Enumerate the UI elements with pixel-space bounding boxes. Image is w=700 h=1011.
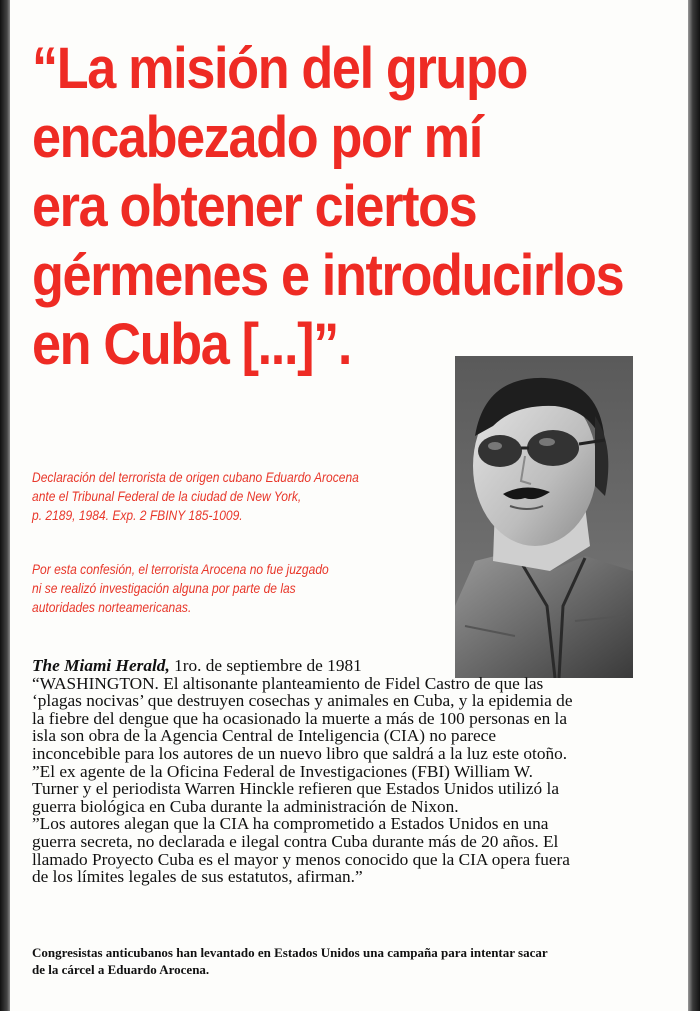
source-date: 1ro. de septiembre de 1981 bbox=[169, 656, 362, 675]
article-line: isla son obra de la Agencia Central de Inteligencia (CIA) no parece bbox=[32, 726, 497, 746]
headline-line: encabezado por mí bbox=[32, 105, 482, 170]
article-line: guerra secreta, no declarada e ilegal contra Cuba durante más de 20 años. El bbox=[32, 831, 559, 851]
caption-line: ante el Tribunal Federal de la ciudad de New York, bbox=[32, 488, 302, 504]
article-line: de los límites legales de sus estatutos, afirman.” bbox=[32, 867, 363, 887]
article-line: la fiebre del dengue que ha ocasionado la muerte a más de 100 personas en la bbox=[32, 708, 568, 728]
source-name: The Miami Herald, bbox=[32, 656, 170, 675]
declaration-caption bbox=[32, 468, 393, 525]
caption-line: Declaración del terrorista de origen cubano Eduardo Arocena bbox=[32, 469, 359, 485]
headline-line: “La misión del grupo bbox=[32, 36, 528, 101]
page-edge-left bbox=[0, 0, 10, 1011]
portrait-image bbox=[455, 356, 633, 678]
document-page bbox=[10, 0, 688, 1011]
headline-quote bbox=[32, 34, 624, 379]
caption-line: autoridades norteamericanas. bbox=[32, 599, 192, 615]
confession-caption bbox=[32, 560, 393, 617]
article-line: inconcebible para los autores de un nuevo libro que saldrá a la luz este otoño. bbox=[32, 743, 568, 763]
article-line: ”Los autores alegan que la CIA ha comprometido a Estados Unidos en una bbox=[32, 814, 549, 834]
article-line: ‘plagas nocivas’ que destruyen cosechas y animales en Cuba, y la epidemia de bbox=[32, 691, 573, 711]
article-line: “WASHINGTON. El altisonante planteamiento de Fidel Castro de que las bbox=[32, 673, 544, 693]
caption-line: p. 2189, 1984. Exp. 2 FBINY 185-1009. bbox=[32, 507, 243, 523]
article-line: guerra biológica en Cuba durante la administración de Nixon. bbox=[32, 796, 459, 816]
footer-line: de la cárcel a Eduardo Arocena. bbox=[32, 962, 210, 977]
headline-line: en Cuba [...]”. bbox=[32, 312, 352, 377]
page-edge-right bbox=[688, 0, 700, 1011]
footer-line: Congresistas anticubanos han levantado en Estados Unidos una campaña para intentar sacar bbox=[32, 945, 548, 960]
article-line: Turner y el periodista Warren Hinckle refieren que Estados Unidos utilizó la bbox=[32, 779, 559, 799]
newspaper-excerpt bbox=[32, 657, 682, 886]
portrait-photo bbox=[455, 356, 633, 678]
footer-note bbox=[32, 944, 682, 978]
article-line: ”El ex agente de la Oficina Federal de Investigaciones (FBI) William W. bbox=[32, 761, 533, 781]
headline-line: era obtener ciertos bbox=[32, 174, 477, 239]
article-line: llamado Proyecto Cuba es el mayor y menos conocido que la CIA opera fuera bbox=[32, 849, 570, 869]
caption-line: Por esta confesión, el terrorista Arocena no fue juzgado bbox=[32, 561, 329, 577]
article-source bbox=[32, 657, 682, 675]
headline-line: gérmenes e introducirlos bbox=[32, 243, 624, 308]
caption-line: ni se realizó investigación alguna por parte de las bbox=[32, 580, 296, 596]
